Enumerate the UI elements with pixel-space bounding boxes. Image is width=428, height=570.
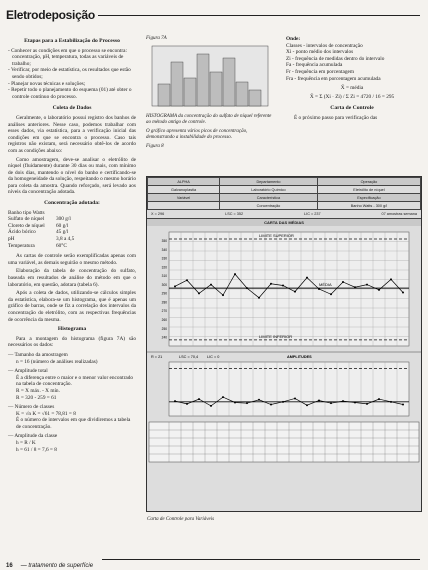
stat-samples: 07 amostras semana bbox=[381, 212, 417, 216]
publication-name: — tratamento de superfície bbox=[20, 563, 94, 569]
item-text: É o número de intervalos em que dividiremos a tabela de concentração. bbox=[16, 417, 131, 430]
stat-ucl: LSC = 352 bbox=[225, 212, 244, 216]
section-title: Eletrodeposição bbox=[6, 8, 95, 22]
range-stat: R = 21 bbox=[151, 355, 163, 359]
means-point bbox=[378, 289, 380, 291]
table-cell: Operação bbox=[317, 178, 420, 186]
paragraph: É o próximo passo para verificação das bbox=[294, 114, 378, 121]
control-chart-svg bbox=[147, 226, 421, 466]
means-point bbox=[402, 292, 404, 294]
step-item: - Conhecer as condições em que o processo se encontra: concentração, pH, temperatura, todas as variáveis de trabalho; bbox=[8, 47, 127, 67]
samples-table bbox=[149, 422, 419, 462]
table-row bbox=[148, 178, 421, 186]
ranges-point bbox=[282, 401, 284, 403]
item-formula: h = R / K bbox=[16, 440, 36, 447]
item-title: — Tamanho da amostragem bbox=[8, 351, 68, 358]
y-tick-label: 240 bbox=[161, 335, 167, 340]
ranges-point bbox=[174, 400, 176, 402]
histogram-bar bbox=[249, 90, 261, 106]
means-point bbox=[174, 285, 176, 287]
ranges-point bbox=[342, 400, 344, 402]
histogram-bar bbox=[236, 82, 248, 106]
chart-header-table bbox=[147, 177, 421, 210]
paragraph: Geralmente, o laboratório possui registro dos banhos de análises anteriores. Nesse caso, podemos trabalhar com esses dados, via estatística, para a verificação inicial das condições em que se encontra o processo. Caso tais registros não existam, será necessário obtê-los de acordo com as condições abaixo: bbox=[8, 114, 136, 154]
y-tick-label: 300 bbox=[161, 282, 167, 287]
means-point bbox=[318, 288, 320, 290]
item-text: É a diferença entre o maior e o menor valor encontrado na tabela de concentração. bbox=[16, 374, 134, 388]
chart-title: CARTA DAS MÉDIAS bbox=[147, 219, 421, 226]
column-right bbox=[286, 36, 418, 124]
step-item: - Verificar, por meio de estatística, os resultados que estão sendo obtidos; bbox=[8, 67, 131, 80]
means-point bbox=[354, 286, 356, 288]
histogram-bar bbox=[158, 84, 170, 106]
ranges-point bbox=[186, 403, 188, 405]
ranges-point bbox=[234, 402, 236, 404]
figure-7a-label: Figura 7A bbox=[146, 36, 167, 41]
concentration-row: Temperatura 60°C bbox=[8, 242, 67, 249]
table-cell: Galvanoplastia bbox=[148, 186, 220, 194]
item-formula: h = 61 / 8 = 7,6 = 8 bbox=[16, 446, 57, 453]
y-tick-label: 320 bbox=[161, 265, 167, 270]
means-point bbox=[246, 287, 248, 289]
column-middle bbox=[146, 36, 272, 150]
means-point bbox=[210, 284, 212, 286]
concentration-row: Cloreto de níquel 60 g/l bbox=[8, 222, 69, 229]
means-point bbox=[270, 283, 272, 285]
figure-8-caption: Carta de Controle para Variáveis bbox=[147, 517, 215, 522]
means-point bbox=[294, 291, 296, 293]
table-cell: Concentração bbox=[220, 202, 318, 210]
means-point bbox=[222, 294, 224, 296]
ranges-point bbox=[294, 397, 296, 399]
ranges-point bbox=[354, 402, 356, 404]
column-left bbox=[8, 36, 136, 453]
means-point bbox=[342, 281, 344, 283]
where-heading: Onde: bbox=[286, 36, 301, 42]
heading-control-chart: Carta de Controle bbox=[330, 105, 374, 112]
table-cell: Eletrólito de níquel bbox=[317, 186, 420, 194]
y-tick-label: 250 bbox=[161, 326, 167, 331]
ranges-point bbox=[306, 404, 308, 406]
table-cell: Especificação bbox=[317, 194, 420, 202]
y-tick-label: 280 bbox=[161, 300, 167, 305]
concentration-row: Ácido bórico 45 g/l bbox=[8, 229, 69, 236]
means-point bbox=[258, 297, 260, 299]
heading-data-collection: Coleta de Dados bbox=[52, 105, 92, 112]
table-cell: Departamento bbox=[220, 178, 318, 186]
definition-item: Zi - frequência de medidas dentro do intervalo bbox=[286, 55, 385, 62]
table-cell: ALPHA bbox=[148, 178, 220, 186]
ucl-label: LIMITE SUPERIOR bbox=[259, 233, 294, 239]
ranges-point bbox=[210, 405, 212, 407]
stat-mean: X = 296 bbox=[151, 212, 165, 216]
definition-item: Fr - frequência em porcentagem bbox=[286, 68, 354, 75]
paragraph: Como amostragem, deve-se analisar o eletrólito de níquel (fluidamente) durante 30 dias ou mais, com mínimo de dois dias, mantendo o nível do banho e certificando-se da homogeneidade da solução, respeitando o mesmo horário para coleta da amostra. Quando reforçado, será levado aos níveis da concentração adotada. bbox=[8, 156, 136, 196]
page-footer bbox=[6, 554, 420, 569]
control-chart-figure bbox=[146, 176, 422, 522]
ranges-point bbox=[270, 404, 272, 406]
ranges-point bbox=[246, 402, 248, 404]
histogram-bar bbox=[184, 78, 196, 106]
concentration-row: pH 3,8 a 4,5 bbox=[8, 236, 75, 243]
paragraph: As cartas de controle serão exemplificadas apenas com uma variável, as demais seguirão o mesmo método. bbox=[8, 253, 136, 266]
table-cell bbox=[148, 202, 220, 210]
item-title: — Número de classes bbox=[8, 404, 55, 411]
histogram-bar bbox=[223, 58, 235, 106]
header-rule bbox=[98, 15, 420, 16]
ranges-point bbox=[378, 398, 380, 400]
range-stat: LSC = 70,4 bbox=[179, 355, 199, 359]
page-number: 16 bbox=[6, 563, 13, 569]
table-cell: Banho Watts - 300 g/l bbox=[317, 202, 420, 210]
mean-definition: X̄ = média bbox=[340, 85, 364, 92]
means-point bbox=[198, 292, 200, 294]
ranges-point bbox=[318, 399, 320, 401]
table-cell: Variável bbox=[148, 194, 220, 202]
table-cell: Laboratório Químico bbox=[220, 186, 318, 194]
means-point bbox=[366, 284, 368, 286]
concentration-row: Sulfato de níquel 300 g/l bbox=[8, 216, 71, 223]
figure-7a-caption: HISTOGRAMA da concentração do sulfato de níquel referente ao método antigo de controle. bbox=[146, 114, 272, 125]
figure-7a-note: O gráfico apresenta vários picos de concentração, demonstrando a instabilidade do processo. bbox=[146, 129, 248, 140]
definition-item: Fra - frequência em porcentagem acumulada bbox=[286, 75, 381, 82]
table-row bbox=[148, 186, 421, 194]
y-tick-label: 340 bbox=[161, 247, 167, 252]
histogram-bar bbox=[171, 62, 183, 106]
heading-concentration: Concentração adotada: bbox=[44, 200, 100, 207]
footer-rule bbox=[102, 559, 420, 560]
class-amplitude bbox=[8, 433, 136, 453]
y-tick-label: 260 bbox=[161, 317, 167, 322]
item-text: n = 16 (número de análises realizadas) bbox=[16, 358, 98, 365]
chart-stats bbox=[147, 210, 421, 219]
step-item: - Planejar novas técnicas e soluções; bbox=[8, 80, 86, 87]
paragraph: Para a montagem do histograma (figura 7A) são necessários os dados: bbox=[8, 335, 136, 349]
stat-lcl: LIC = 237 bbox=[304, 212, 321, 216]
item-formula: K = √n K = √61 = 78,81 = 8 bbox=[16, 410, 76, 417]
paragraph: Elaboração da tabela de concentração do sulfato, baseada em resultados de análise do método em que o laboratório, em questão, adotara (tabela 6). bbox=[8, 268, 136, 288]
means-point bbox=[234, 273, 236, 275]
ranges-point bbox=[330, 402, 332, 404]
definitions-list bbox=[286, 43, 418, 83]
ranges-point bbox=[222, 396, 224, 398]
means-point bbox=[306, 277, 308, 279]
item-formula: R = X máx. - X mín. bbox=[16, 387, 60, 394]
sample-size bbox=[8, 352, 136, 365]
mean-formula: X̄ = Σ (Xi · Zi) / Σ Zi = 4720 / 16 = 295 bbox=[309, 93, 395, 100]
ranges-point bbox=[402, 404, 404, 406]
y-tick-label: 330 bbox=[161, 256, 167, 261]
means-point bbox=[390, 278, 392, 280]
means-point bbox=[330, 293, 332, 295]
table-row bbox=[148, 194, 421, 202]
histogram-bar bbox=[197, 54, 209, 106]
means-point bbox=[186, 279, 188, 281]
definition-item: Classes - intervalos de concentração bbox=[286, 42, 363, 49]
lcl-label: LIMITE INFERIOR bbox=[259, 333, 293, 339]
ranges-point bbox=[258, 399, 260, 401]
figure-8-label: Figura 8 bbox=[146, 144, 164, 149]
histogram-figure bbox=[146, 44, 272, 112]
means-point bbox=[282, 284, 284, 286]
heading-stabilization: Etapas para a Estabilização do Processo bbox=[24, 38, 120, 44]
table-cell: Característica bbox=[220, 194, 318, 202]
definition-item: Xi - ponto médio dos intervalos bbox=[286, 49, 354, 56]
definition-item: Fa - frequência acumulada bbox=[286, 62, 343, 69]
item-title: — Amplitude total bbox=[8, 368, 48, 375]
amplitudes-title: AMPLITUDES bbox=[287, 355, 312, 359]
item-formula: R = 320 - 259 = 61 bbox=[16, 394, 57, 401]
ranges-point bbox=[198, 398, 200, 400]
concentration-row: Banho tipo Watts bbox=[8, 209, 45, 216]
steps-list bbox=[8, 48, 136, 101]
paragraph: Após a coleta de dados, utilizando-se cálculos simples da estatística, elabora-se um histograma, que é apenas um gráfico de barras, onde se fiz a correlação dos intervalos da concentração do eletrólito, com as respectivas frequências de ocorrência da mesma. bbox=[8, 290, 136, 323]
mean-label: MÉDIA bbox=[319, 282, 332, 288]
total-amplitude bbox=[8, 368, 136, 401]
ranges-point bbox=[366, 403, 368, 405]
item-title: — Amplitude da classe bbox=[8, 433, 58, 440]
number-of-classes bbox=[8, 404, 136, 430]
y-tick-label: 310 bbox=[161, 274, 167, 279]
range-stat: LIC = 0 bbox=[207, 355, 220, 359]
y-tick-label: 350 bbox=[161, 239, 167, 244]
table-row bbox=[148, 202, 421, 210]
step-item: - Repetir todo o planejamento do esquema (01) até obter o controle contínuo do processo. bbox=[8, 87, 132, 100]
y-tick-label: 270 bbox=[161, 309, 167, 314]
y-tick-label: 290 bbox=[161, 291, 167, 296]
ranges-point bbox=[390, 401, 392, 403]
page-header bbox=[6, 6, 420, 22]
heading-histogram: Histograma bbox=[57, 326, 87, 333]
concentration-list bbox=[8, 210, 136, 250]
histogram-bar bbox=[210, 72, 222, 106]
